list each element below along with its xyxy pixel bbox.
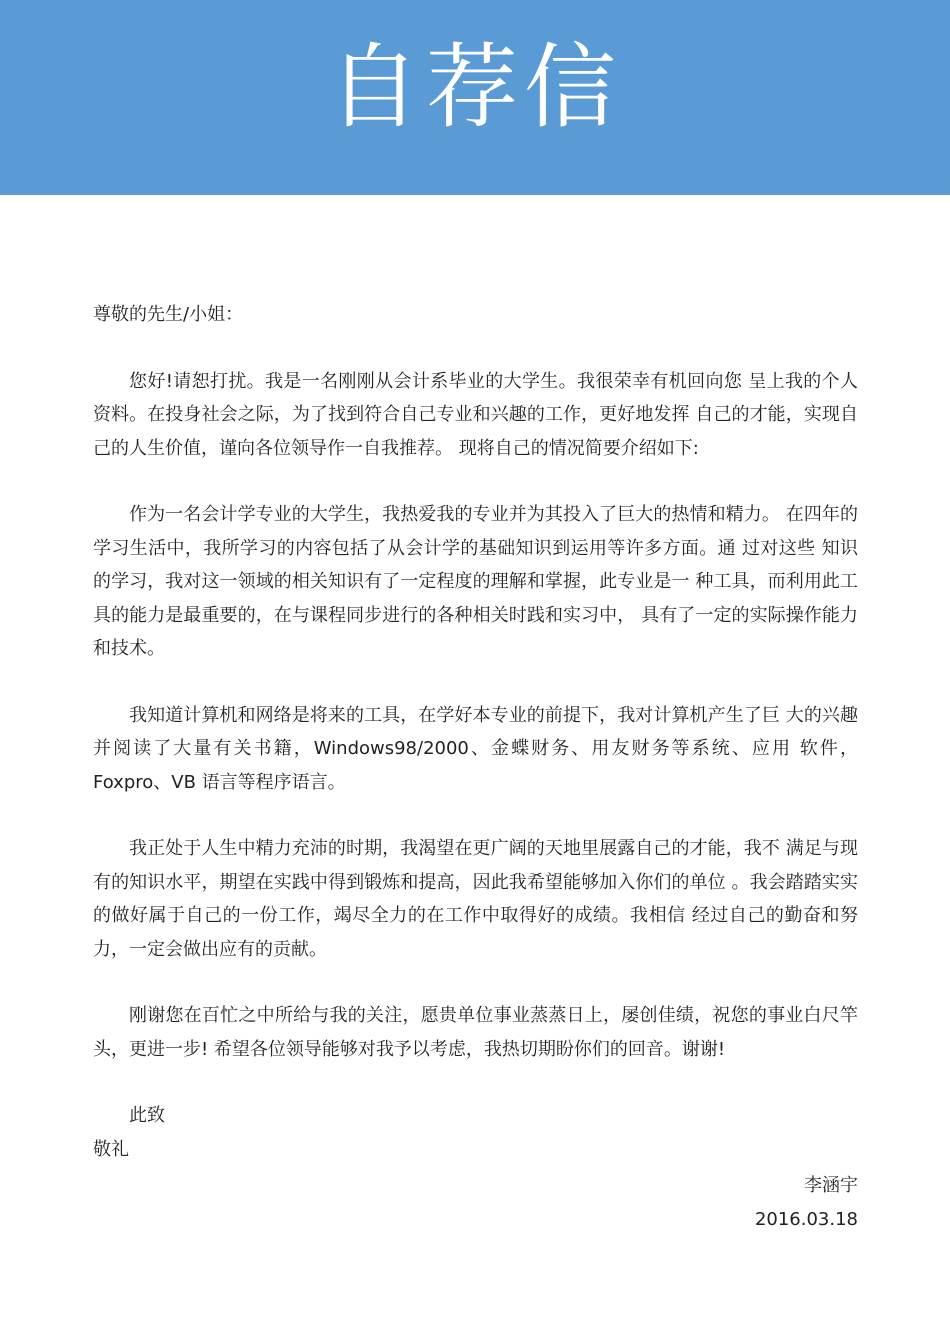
paragraph-major: 作为一名会计学专业的大学生，我热爱我的专业并为其投入了巨大的热情和精力。 在四年的学习生活中，我所学习的内容包括了从会计学的基础知识到运用等许多方面。通 过对这些 知识的学习，我对这一领域的相关知识有了一定程度的理解和掌握，此专业是一 种工具，而利用此工具的能力是最重要的，在与课程同步进行的各种相关时践和实习中， 具有了一定的实际操作能力和技术。 bbox=[93, 504, 858, 659]
letter-body bbox=[93, 298, 858, 1166]
header-band bbox=[0, 0, 950, 195]
salutation: 尊敬的先生/小姐： bbox=[93, 304, 244, 325]
signature-name: 李涵宇 bbox=[804, 1175, 858, 1196]
closing-regards: 敬礼 bbox=[93, 1138, 129, 1160]
signature-date: 2016.03.18 bbox=[754, 1208, 858, 1230]
paragraph-intro: 您好!请恕打扰。我是一名刚刚从会计系毕业的大学生。我很荣幸有机回向您 呈上我的个人资料。在投身社会之际，为了找到符合自己专业和兴趣的工作，更好地发挥 自己的才能，实现自己的人生价值，谨向各位领导作一自我推荐。 现将自己的情况简要介绍如下: bbox=[93, 370, 858, 459]
page-title: 自荐信 bbox=[327, 33, 622, 141]
paragraph-aspiration: 我正处于人生中精力充沛的时期，我渴望在更广阔的天地里展露自己的才能，我不 满足与现有的知识水平，期望在实践中得到锻炼和提高，因此我希望能够加入你们的单位 。我会踏踏实实的做好属于自己的一份工作，竭尽全力的在工作中取得好的成绩。我相信 经过自己的勤奋和努力，一定会做出应有的贡献。 bbox=[93, 838, 858, 960]
closing-salute: 此致 bbox=[129, 1105, 165, 1126]
signature-block bbox=[755, 1169, 858, 1236]
paragraph-thanks: 刚谢您在百忙之中所给与我的关注，愿贵单位事业蒸蒸日上，屡创佳绩，祝您的事业白尺竿头，更进一步! 希望各位领导能够对我予以考虑，我热切期盼你们的回音。谢谢! bbox=[93, 1005, 858, 1060]
paragraph-computer-skills: 我知道计算机和网络是将来的工具，在学好本专业的前提下，我对计算机产生了巨 大的兴趣并阅读了大量有关书籍，Windows98/2000、金蝶财务、用友财务等系统、应用 软件，Foxpro、VB 语言等程序语言。 bbox=[93, 704, 858, 793]
